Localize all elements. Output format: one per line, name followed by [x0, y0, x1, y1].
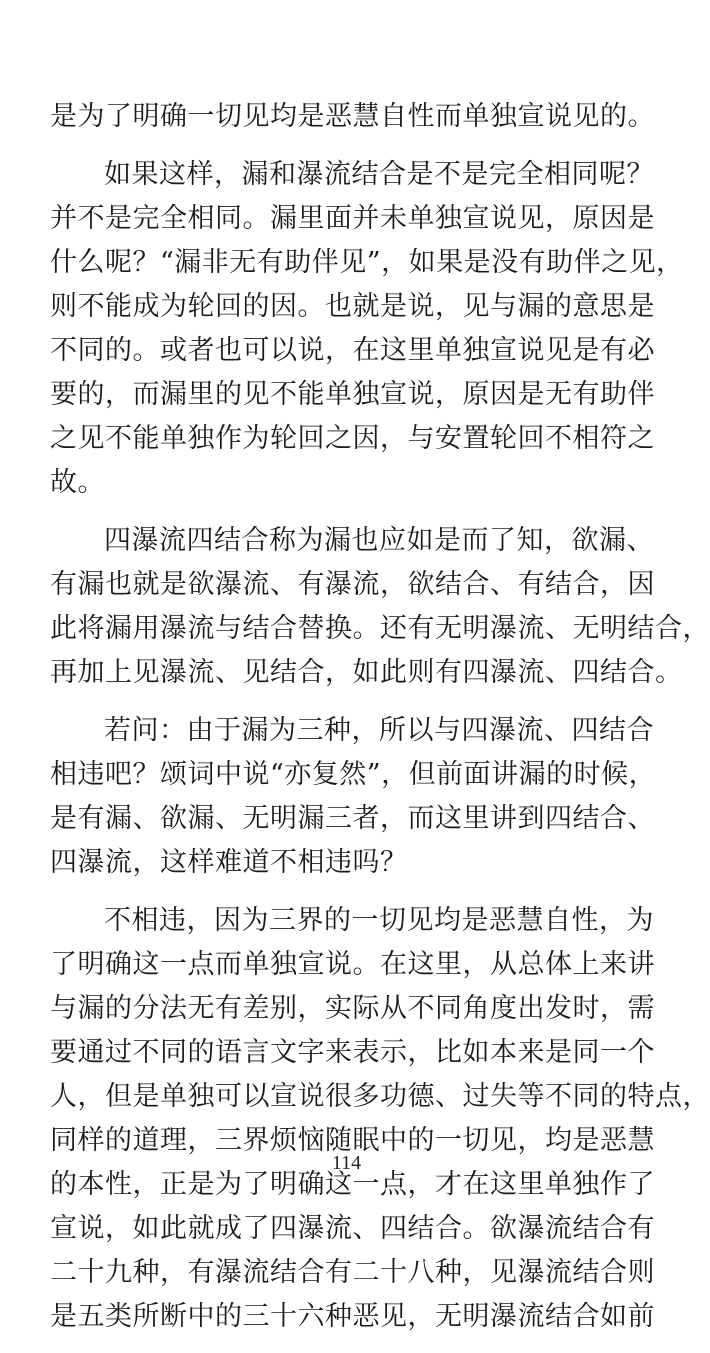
text-line: 同样的道理，三界烦恼随眠中的一切见，均是恶慧	[50, 1125, 655, 1156]
text-line: 不相违，因为三界的一切见均是恶慧自性，为	[104, 905, 654, 936]
text-line: 四瀑流四结合称为漏也应如是而了知，欲漏、	[104, 525, 654, 556]
text-line: 故。	[50, 467, 105, 498]
text-line: 了明确这一点而单独宣说。在这里，从总体上来讲	[50, 949, 655, 980]
text-line: 二十九种，有瀑流结合有二十八种，见瀑流结合则	[50, 1257, 655, 1288]
text-line: 四瀑流，这样难道不相违吗？	[50, 847, 408, 878]
text-line: 与漏的分法无有差别，实际从不同角度出发时，需	[50, 993, 655, 1024]
text-line: 要通过不同的语言文字来表示，比如本来是同一个	[50, 1037, 655, 1068]
paragraph	[50, 153, 684, 505]
text-line: 要的，而漏里的见不能单独宣说，原因是无有助伴	[50, 379, 655, 410]
text-line: 是为了明确一切见均是恶慧自性而单独宣说见的。	[50, 101, 655, 132]
paragraph	[50, 709, 657, 885]
text-line: 如果这样，漏和瀑流结合是不是完全相同呢？	[104, 159, 654, 190]
text-line: 是有漏、欲漏、无明漏三者，而这里讲到四结合、	[50, 803, 655, 834]
text-line: 并不是完全相同。漏里面并未单独宣说见，原因是	[50, 203, 655, 234]
paragraph	[50, 899, 710, 1339]
text-line: 不同的。或者也可以说，在这里单独宣说见是有必	[50, 335, 655, 366]
text-line: 的本性，正是为了明确这一点，才在这里单独作了	[50, 1169, 655, 1200]
paragraph	[50, 519, 710, 695]
text-line: 人，但是单独可以宣说很多功德、过失等不同的特点，	[50, 1081, 710, 1112]
text-line: 则不能成为轮回的因。也就是说，见与漏的意思是	[50, 291, 655, 322]
text-line: 此将漏用瀑流与结合替换。还有无明瀑流、无明结合，	[50, 613, 710, 644]
text-line: 再加上见瀑流、见结合，如此则有四瀑流、四结合。	[50, 657, 683, 688]
text-line: 宣说，如此就成了四瀑流、四结合。欲瀑流结合有	[50, 1213, 655, 1244]
text-line: 相违吧？颂词中说“亦复然”，但前面讲漏的时候，	[50, 759, 657, 790]
text-line: 若问：由于漏为三种，所以与四瀑流、四结合	[104, 715, 654, 746]
text-line: 有漏也就是欲瀑流、有瀑流，欲结合、有结合，因	[50, 569, 655, 600]
page-number: 114	[331, 1152, 362, 1174]
text-line: 什么呢？“漏非无有助伴见”，如果是没有助伴之见，	[50, 247, 684, 278]
paragraph	[50, 95, 655, 139]
text-line: 是五类所断中的三十六种恶见，无明瀑流结合如前	[50, 1301, 655, 1332]
text-line: 之见不能单独作为轮回之因，与安置轮回不相符之	[50, 423, 655, 454]
